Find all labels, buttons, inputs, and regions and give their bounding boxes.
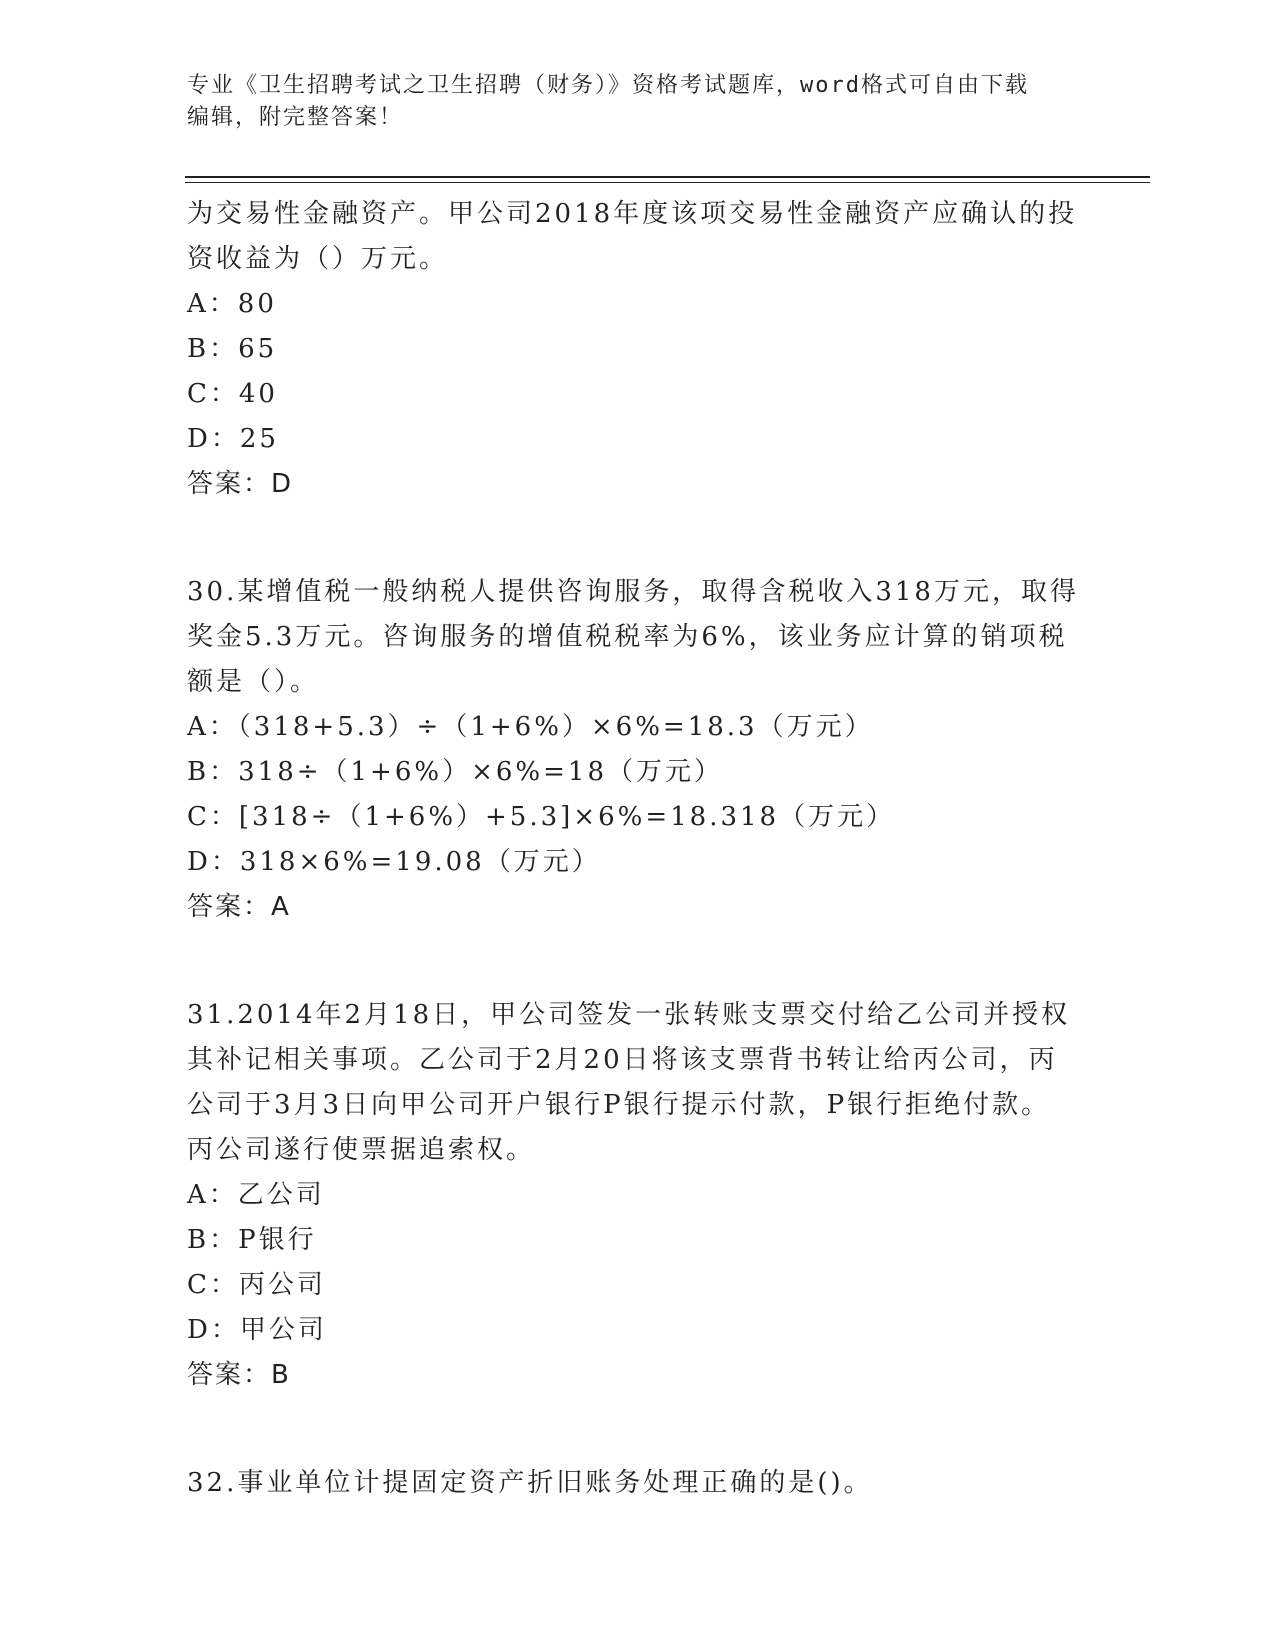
- option-d: D：甲公司: [187, 1315, 327, 1345]
- question-text-line: 额是（）。: [187, 667, 320, 697]
- answer-line: 答案：D: [187, 469, 294, 499]
- question-list: [187, 192, 1087, 1506]
- question-30: [187, 570, 1087, 930]
- option-b: B：318÷（1+6%）×6%=18（万元）: [187, 757, 723, 787]
- question-text-line: 奖金5.3万元。咨询服务的增值税税率为6%，该业务应计算的销项税: [187, 622, 1068, 652]
- option-c: C：丙公司: [187, 1270, 326, 1300]
- question-text-line: 32.事业单位计提固定资产折旧账务处理正确的是()。: [187, 1468, 873, 1498]
- header-divider-thin: [185, 182, 1150, 183]
- option-a: A：80: [187, 289, 277, 319]
- question-text-line: 公司于3月3日向甲公司开户银行P银行提示付款，P银行拒绝付款。: [187, 1090, 1051, 1120]
- question-31: [187, 993, 1087, 1398]
- option-a: A：（318+5.3）÷（1+6%）×6%=18.3（万元）: [187, 712, 874, 742]
- question-text-line: 31.2014年2月18日，甲公司签发一张转账支票交付给乙公司并授权: [187, 1000, 1071, 1030]
- question-text-line: 为交易性金融资产。甲公司2018年度该项交易性金融资产应确认的投: [187, 199, 1078, 229]
- question-text-line: 丙公司遂行使票据追索权。: [187, 1135, 536, 1165]
- option-a: A：乙公司: [187, 1180, 325, 1210]
- header-divider-thick: [185, 176, 1150, 178]
- answer-line: 答案：A: [187, 892, 291, 922]
- question-text-line: 30.某增值税一般纳税人提供咨询服务，取得含税收入318万元，取得: [187, 577, 1079, 607]
- option-c: C：[318÷（1+6%）+5.3]×6%=18.318（万元）: [187, 802, 896, 832]
- option-c: C：40: [187, 379, 278, 409]
- answer-line: 答案：B: [187, 1360, 291, 1390]
- option-d: D：318×6%=19.08（万元）: [187, 847, 601, 877]
- document-header: [187, 70, 1067, 134]
- header-line-2: 编辑，附完整答案！: [187, 105, 404, 130]
- header-line-1: 专业《卫生招聘考试之卫生招聘（财务）》资格考试题库，word格式可自由下载: [187, 73, 1029, 98]
- question-29: [187, 192, 1087, 507]
- option-b: B：65: [187, 334, 278, 364]
- question-text-line: 资收益为（）万元。: [187, 244, 449, 274]
- option-b: B：P银行: [187, 1225, 317, 1255]
- question-32: [187, 1461, 1087, 1506]
- option-d: D：25: [187, 424, 279, 454]
- question-text-line: 其补记相关事项。乙公司于2月20日将该支票背书转让给丙公司，丙: [187, 1045, 1058, 1075]
